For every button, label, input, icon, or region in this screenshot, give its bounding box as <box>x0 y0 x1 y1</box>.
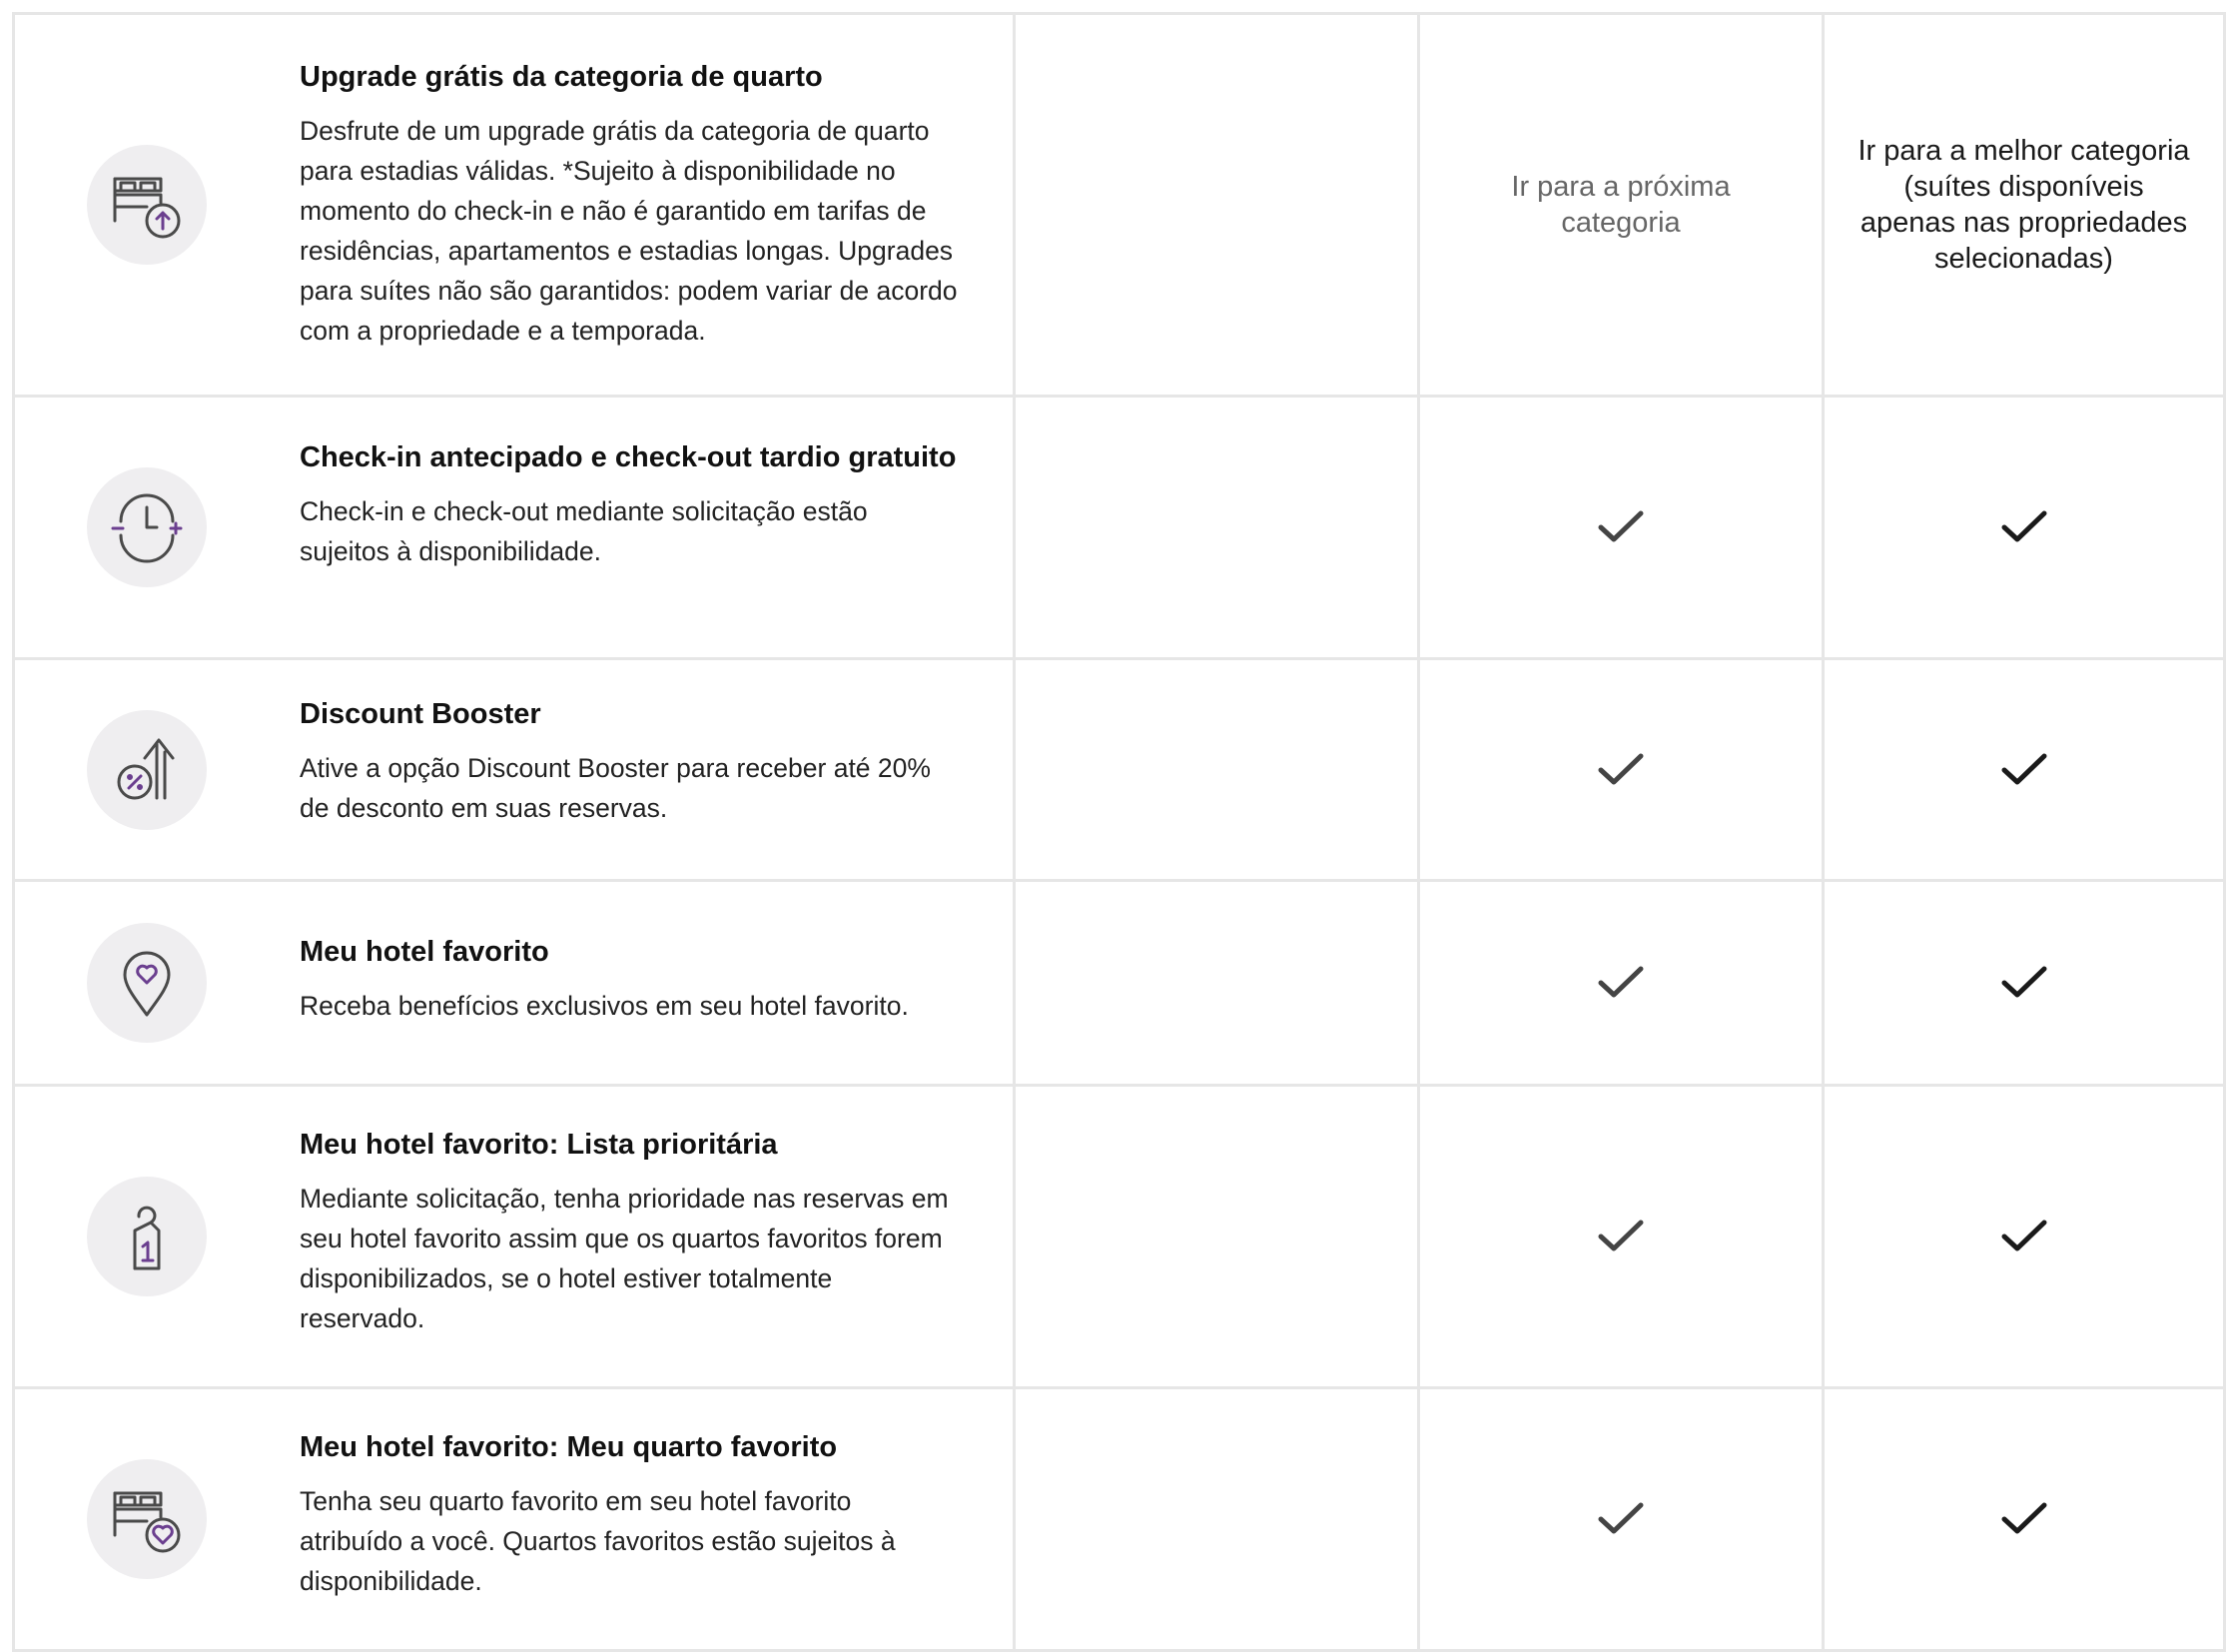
check-icon <box>2000 1501 2048 1537</box>
tier-top-upgrade-text: Ir para a melhor categoria (suítes disponíveis apenas nas propriedades selecionadas) <box>1858 135 2190 275</box>
tier-top-cell <box>1822 660 2226 879</box>
tier-top-cell <box>1822 15 2226 395</box>
benefit-description: Mediante solicitação, tenha prioridade nas reservas em seu hotel favorito assim que os quartos favoritos forem disponibilizados, se o hotel estiver totalmente reservado. <box>300 1184 949 1333</box>
benefit-description: Desfrute de um upgrade grátis da categoria de quarto para estadias válidas. *Sujeito à disponibilidade no momento do check-in e não é garantido em tarifas de residências, apartamentos e estadias longas. Upgrades para suítes não são garantidos: podem variar de acordo com a propriedade e a temporada. <box>300 116 958 346</box>
tier-mid-cell <box>1417 1087 1822 1386</box>
benefit-description: Check-in e check-out mediante solicitação estão sujeitos à disponibilidade. <box>300 496 868 566</box>
table-row-discount-booster <box>12 660 2226 882</box>
check-icon <box>1597 509 1645 545</box>
check-icon <box>1597 1501 1645 1537</box>
check-icon <box>1597 1219 1645 1254</box>
benefit-cell <box>12 882 1013 1084</box>
blank-cell <box>1013 882 1417 1084</box>
heart-pin-icon <box>87 923 207 1043</box>
check-icon <box>2000 752 2048 788</box>
check-icon <box>2000 965 2048 1001</box>
benefit-title: Discount Booster <box>300 698 541 730</box>
tier-top-cell <box>1822 398 2226 657</box>
clock-plus-minus-icon <box>87 467 207 587</box>
blank-cell <box>1013 1389 1417 1649</box>
benefit-cell <box>12 15 1013 395</box>
blank-cell <box>1013 1087 1417 1386</box>
check-icon <box>2000 1219 2048 1254</box>
check-icon <box>1597 965 1645 1001</box>
bed-heart-icon <box>87 1459 207 1579</box>
check-icon <box>2000 509 2048 545</box>
blank-cell <box>1013 660 1417 879</box>
table-row-early-checkin <box>12 398 2226 660</box>
table-row-favorite-room <box>12 1389 2226 1652</box>
table-row-priority-list <box>12 1087 2226 1389</box>
tier-top-cell <box>1822 882 2226 1084</box>
benefit-title: Meu hotel favorito <box>300 936 549 968</box>
benefit-cell <box>12 398 1013 657</box>
door-hanger-icon <box>87 1177 207 1296</box>
tier-mid-cell <box>1417 660 1822 879</box>
blank-cell <box>1013 15 1417 395</box>
tier-mid-cell <box>1417 15 1822 395</box>
bed-upgrade-icon <box>87 145 207 265</box>
discount-booster-icon <box>87 710 207 830</box>
tier-mid-cell <box>1417 882 1822 1084</box>
benefit-description: Ative a opção Discount Booster para receber até 20% de desconto em suas reservas. <box>300 753 931 823</box>
benefit-title: Meu hotel favorito: Lista prioritária <box>300 1129 778 1161</box>
benefit-title: Check-in antecipado e check-out tardio gratuito <box>300 441 957 473</box>
tier-top-cell <box>1822 1389 2226 1649</box>
tier-top-cell <box>1822 1087 2226 1386</box>
benefit-title: Meu hotel favorito: Meu quarto favorito <box>300 1431 838 1463</box>
check-icon <box>1597 752 1645 788</box>
benefit-cell <box>12 1389 1013 1649</box>
blank-cell <box>1013 398 1417 657</box>
benefit-title: Upgrade grátis da categoria de quarto <box>300 61 823 93</box>
benefit-cell <box>12 660 1013 879</box>
benefit-description: Receba benefícios exclusivos em seu hotel favorito. <box>300 991 909 1021</box>
benefit-cell <box>12 1087 1013 1386</box>
tier-mid-cell <box>1417 398 1822 657</box>
benefits-table <box>12 12 2226 1652</box>
table-row-favorite-hotel <box>12 882 2226 1087</box>
tier-mid-upgrade-text: Ir para a próxima categoria <box>1511 171 1731 239</box>
benefit-description: Tenha seu quarto favorito em seu hotel favorito atribuído a você. Quartos favoritos estão sujeitos à disponibilidade. <box>300 1486 896 1596</box>
table-row-room-upgrade <box>12 15 2226 398</box>
tier-mid-cell <box>1417 1389 1822 1649</box>
